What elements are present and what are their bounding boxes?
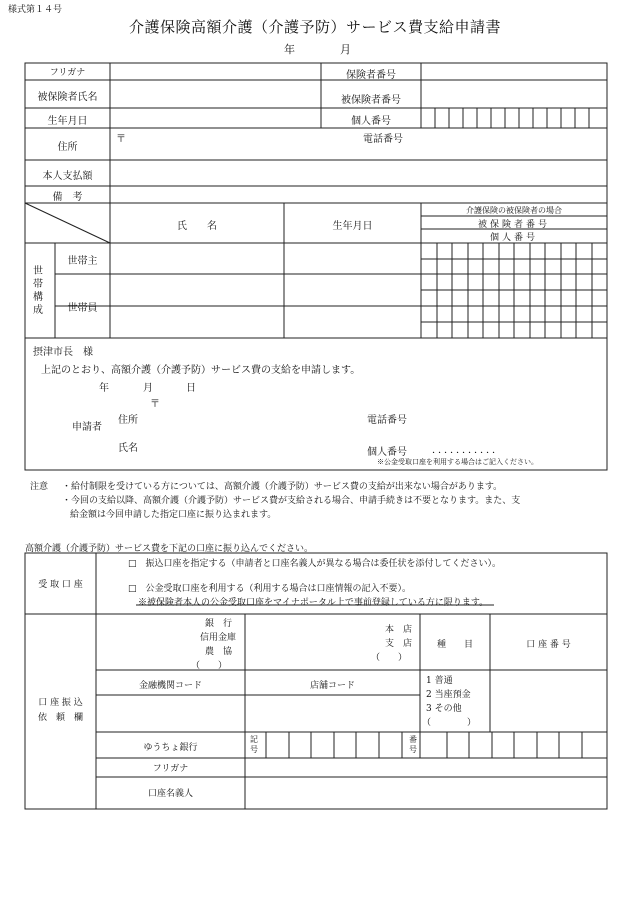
holder-name-field[interactable] [246,778,606,808]
date-day: 日 [186,383,196,394]
applicant-phone-label: 電話番号 [367,415,407,426]
branch-type-head: 本 店 [385,625,413,635]
household-birth-header: 生年月日 [332,221,373,232]
birth-date-field[interactable] [111,109,320,127]
kaigo-header-2: 被保険者番号 [477,220,550,230]
address-field[interactable] [130,129,350,159]
holder-furigana-field[interactable] [246,759,606,776]
statement: 上記のとおり、高額介護（介護予防）サービス費の支給を申請します。 [41,365,361,376]
insured-number-field[interactable] [422,81,606,107]
account-number-field[interactable] [491,671,606,731]
insurer-number-label: 保険者番号 [346,70,396,81]
branch-type-branch: 支 店 [385,639,413,649]
personal-number-dots: ．．．．．．．．．．． [432,445,503,456]
receive-account-label: 受 取 口 座 [38,580,83,590]
transfer-request-label-1: 口 座 振 込 [38,698,83,708]
kaigo-header-1: 介護保険の被保険者の場合 [466,206,562,215]
furigana-label: フリガナ [49,68,86,78]
applicant-phone-field[interactable] [418,408,598,428]
insured-number-label: 被保険者番号 [341,95,401,106]
self-payment-label: 本人支払額 [42,171,93,182]
bank-type-credit: 信用金庫 [200,633,237,643]
bank-type-other: （ ） [191,661,228,671]
applicant-name-field[interactable] [145,436,355,456]
phone-field[interactable] [420,129,606,159]
furigana-field[interactable] [111,64,320,79]
bango-label: 番号 [409,735,417,754]
address-label: 住所 [57,142,78,153]
applicant-personal-number-label: 個人番号 [367,447,407,458]
insured-name-field[interactable] [111,81,320,107]
page-title: 介護保険高額介護（介護予防）サービス費支給申請書 [128,18,501,36]
note-item-1: ・給付制限を受けている方については、高額介護（介護予防）サービス費の支給が出来ない場合があります。 [62,482,503,492]
postal-mark: 〒 [116,134,126,145]
holder-furigana-label: フリガナ [152,764,189,774]
branch-type-other: （ ） [371,653,408,663]
note-item-2b: 給金額は今回申請した指定口座に振り込まれます。 [70,510,277,520]
personal-number-field[interactable] [422,109,606,127]
household-group-label: 世帯構成 [33,266,43,316]
insured-name-label: 被保険者氏名 [37,92,98,103]
branch-code-label: 店舗コード [309,681,355,691]
addressee: 摂津市長 様 [33,347,93,358]
date-year: 年 [99,383,109,394]
public-account-condition: ※被保険者本人の公金受取口座をマイナポータル上で事前登録している方に限ります。 [138,598,489,608]
bank-intro: 高額介護（介護予防）サービス費を下記の口座に振り込んでください。 [25,544,314,554]
kind-current[interactable]: 2 当座預金 [426,690,471,700]
applicant-postal-mark: 〒 [150,399,160,410]
self-payment-field[interactable] [111,161,606,185]
household-name-header: 氏 名 [177,221,217,232]
public-account-note: ※公金受取口座を利用する場合はご記入ください。 [377,458,538,466]
remarks-field[interactable] [111,187,606,202]
applicant-address-field[interactable] [145,408,355,428]
year-label: 年 [284,43,295,56]
notes-label: 注意 [30,482,49,492]
applicant-label: 申請者 [72,422,102,433]
applicant-address-label: 住所 [118,415,138,426]
bank-type-bank: 銀 行 [205,619,233,629]
kind-other[interactable]: 3 その他 [426,704,462,714]
birth-date-label: 生年月日 [47,116,88,127]
household-head-label: 世帯主 [67,256,98,267]
kind-other-blank: （ ） [422,718,477,728]
kind-header: 種 目 [436,640,473,650]
option-transfer-account[interactable]: □ 振込口座を指定する（申請者と口座名義人が異なる場合は委任状を添付してください）。 [128,559,502,569]
personal-number-label: 個人番号 [351,116,391,127]
bank-type-agri: 農 協 [205,647,233,657]
yucho-label: ゆうちょ銀行 [143,743,198,753]
kaigo-header-3: 個人番号 [489,233,538,243]
form-number: 様式第１４号 [8,5,63,15]
option-public-account[interactable]: □ 公金受取口座を利用する（利用する場合は口座情報の記入不要）。 [128,584,412,594]
account-number-header: 口 座 番 号 [526,640,571,650]
institution-code-label: 金融機関コード [138,681,202,691]
month-label: 月 [340,43,351,56]
insurer-number-field[interactable] [422,64,606,79]
applicant-name-label: 氏名 [118,443,138,454]
holder-name-label: 口座名義人 [147,789,193,799]
household-member-label: 世帯員 [67,303,98,314]
kind-ordinary[interactable]: 1 普通 [426,676,453,686]
date-month: 月 [143,383,153,394]
transfer-request-label-2: 依 頼 欄 [37,713,83,723]
note-item-2a: ・今回の支給以降、高額介護（介護予防）サービス費が支給される場合、申請手続きは不要となります。また、支 [62,496,521,506]
remarks-label: 備 考 [52,192,83,203]
phone-label: 電話番号 [363,134,403,145]
kigo-label: 記号 [250,735,258,754]
